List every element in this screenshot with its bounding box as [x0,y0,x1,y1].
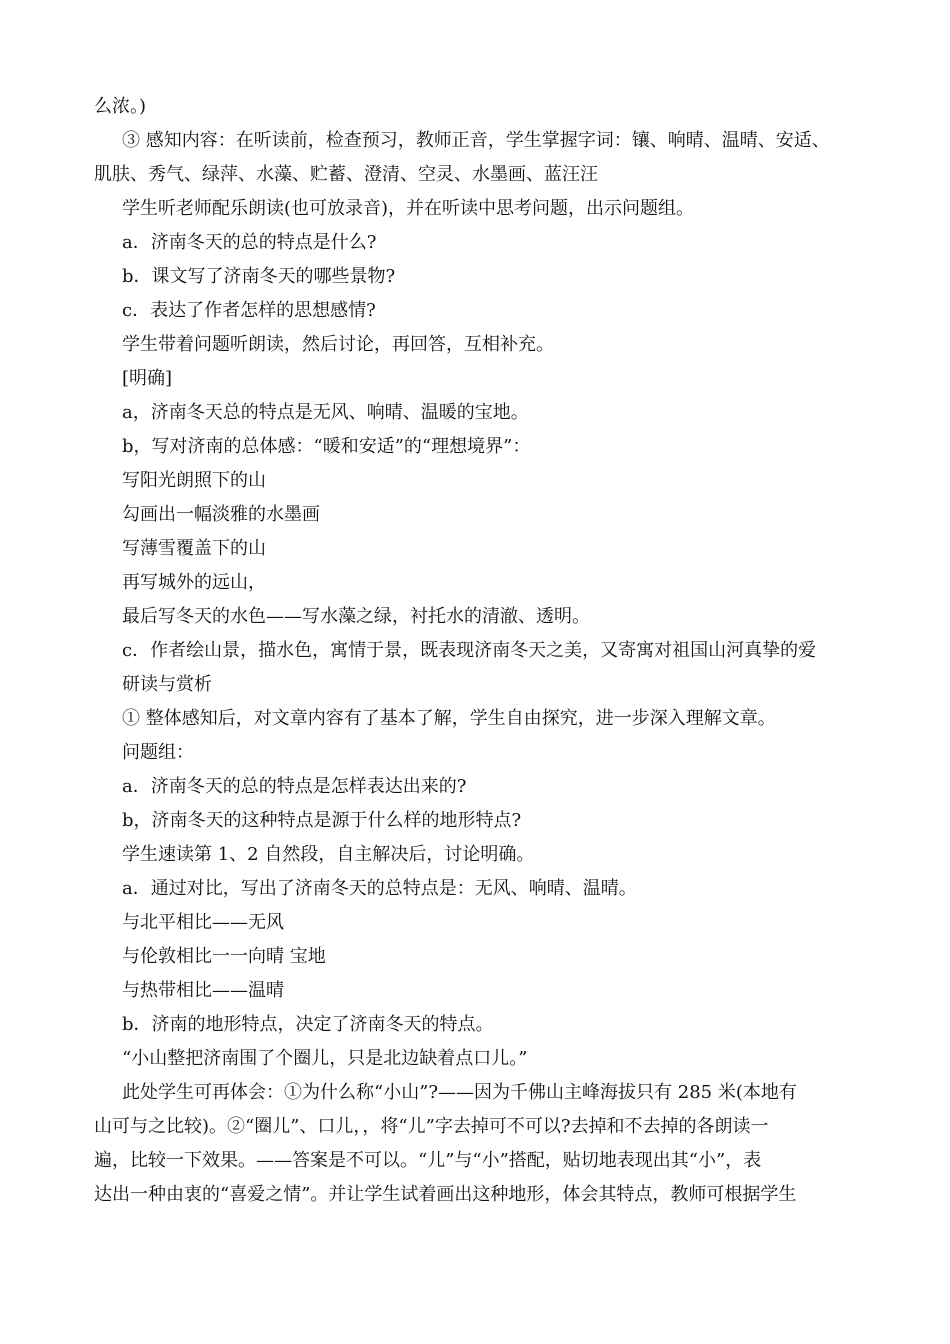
text-line: b．课文写了济南冬天的哪些景物? [122,266,396,287]
text-line: 问题组： [122,742,194,763]
text-line: 研读与赏析 [122,674,212,695]
text-line: ① 整体感知后，对文章内容有了基本了解，学生自由探究，进一步深入理解文章。 [122,708,776,729]
text-line: 最后写冬天的水色——写水藻之绿，衬托水的清澈、透明。 [122,606,590,627]
text-line: 勾画出一幅淡雅的水墨画 [122,504,320,525]
text-line: a．济南冬天的总的特点是什么? [122,232,377,253]
text-line: c．作者绘山景，描水色，寓情于景，既表现济南冬天之美，又寄寓对祖国山河真挚的爱 [122,640,817,661]
text-line: 么浓。) [94,96,147,117]
text-line: 遍，比较一下效果。——答案是不可以。“儿”与“小”搭配，贴切地表现出其“小”，表 [94,1150,762,1171]
text-line: 学生听老师配乐朗读(也可放录音)，并在听读中思考问题，出示问题组。 [122,198,695,219]
text-line: 写薄雪覆盖下的山 [122,538,266,559]
text-line: 肌肤、秀气、绿萍、水藻、贮蓄、澄清、空灵、水墨画、蓝汪汪 [94,164,598,185]
text-line: b，济南冬天的这种特点是源于什么样的地形特点? [122,810,522,831]
text-line: a，济南冬天总的特点是无风、响晴、温暖的宝地。 [122,402,529,423]
text-line: 与北平相比——无风 [122,912,284,933]
text-line: 与热带相比——温晴 [122,980,284,1001]
text-line: 写阳光朗照下的山 [122,470,266,491]
text-line: a．济南冬天的总的特点是怎样表达出来的? [122,776,467,797]
text-line: 再写城外的远山， [122,572,266,593]
text-line: a．通过对比，写出了济南冬天的总特点是：无风、响晴、温晴。 [122,878,637,899]
text-line: 此处学生可再体会：①为什么称“小山”?——因为千佛山主峰海拔只有 285 米(本地有 [122,1082,797,1103]
text-line: c．表达了作者怎样的思想感情? [122,300,376,321]
text-line: “小山整把济南围了个圈儿，只是北边缺着点口儿。” [122,1048,528,1069]
text-line: 达出一种由衷的“喜爱之情”。并让学生试着画出这种地形，体会其特点，教师可根据学生 [94,1184,797,1205]
text-line: ③ 感知内容：在听读前，检查预习，教师正音，学生掌握字词：镶、响晴、温晴、安适、 [122,130,830,151]
text-line: 与伦敦相比一一向晴 宝地 [122,946,326,967]
document-body [94,90,866,1212]
text-line: [明确] [122,368,173,389]
text-line: b，写对济南的总体感：“暖和安适”的“理想境界”： [122,436,531,457]
text-line: 学生速读第 1、2 自然段，自主解决后，讨论明确。 [122,844,535,865]
text-line: 山可与之比较)。②“圈儿”、口儿，，将“儿”字去掉可不可以?去掉和不去掉的各朗读一 [94,1116,769,1137]
text-line: 学生带着问题听朗读，然后讨论，再回答，互相补充。 [122,334,554,355]
text-line: b．济南的地形特点，决定了济南冬天的特点。 [122,1014,494,1035]
